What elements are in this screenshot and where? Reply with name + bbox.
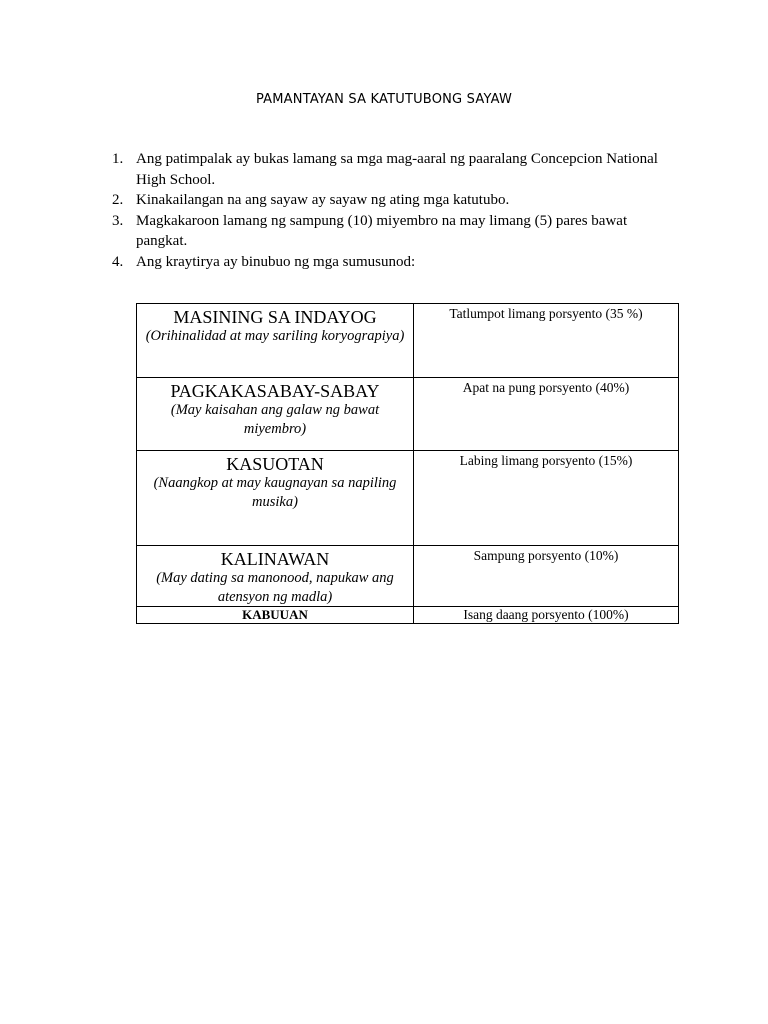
- criterion-cell: [137, 451, 414, 546]
- criterion-cell: [137, 304, 414, 378]
- percentage-cell: [414, 546, 679, 607]
- list-item-number: 4.: [112, 253, 124, 270]
- table-row: [137, 546, 679, 607]
- criterion-percentage: Labing limang porsyento (15%): [459, 453, 633, 468]
- table-row: [137, 304, 679, 378]
- list-item: [112, 211, 672, 252]
- criterion-description: (May dating sa manonood, napukaw ang atensyon ng madla): [156, 570, 394, 605]
- percentage-cell: [414, 451, 679, 546]
- criterion-description: (Orihinalidad at may sariling koryograpiya): [145, 328, 405, 344]
- list-item-text: Ang kraytirya ay binubuo ng mga sumusunod:: [136, 253, 416, 270]
- criterion-cell: [137, 546, 414, 607]
- criterion-name: PAGKAKASABAY-SABAY: [170, 381, 380, 401]
- criterion-percentage: Apat na pung porsyento (40%): [462, 380, 630, 395]
- list-item-number: 2.: [112, 192, 124, 208]
- criterion-cell: [137, 378, 414, 451]
- list-item-number: 1.: [112, 151, 124, 167]
- criterion-name: KALINAWAN: [220, 549, 330, 569]
- criterion-name: MASINING SA INDAYOG: [173, 307, 377, 327]
- list-item-number: 3.: [112, 212, 124, 229]
- total-label-cell: [137, 607, 414, 624]
- total-percentage: Isang daang porsyento (100%): [463, 607, 629, 622]
- rules-list: [112, 149, 672, 272]
- list-item-text: Kinakailangan na ang sayaw ay sayaw ng ating mga katutubo.: [136, 192, 510, 208]
- criterion-percentage: Sampung porsyento (10%): [473, 548, 619, 563]
- table-row: [137, 451, 679, 546]
- percentage-cell: [414, 378, 679, 451]
- total-percentage-cell: [414, 607, 679, 624]
- list-item: [112, 252, 672, 273]
- list-item: [112, 149, 672, 190]
- table-row: [137, 378, 679, 451]
- criterion-description: (May kaisahan ang galaw ng bawat miyembro): [170, 402, 380, 437]
- page-title: PAMANTAYAN SA KATUTUBONG SAYAW: [255, 92, 513, 107]
- list-item: [112, 190, 672, 211]
- total-label: KABUUAN: [242, 607, 308, 622]
- list-item-text: Magkakaroon lamang ng sampung (10) miyembro na may limang (5) pares bawat pangkat.: [136, 212, 628, 249]
- criterion-description: (Naangkop at may kaugnayan sa napiling musika): [153, 475, 397, 510]
- total-row: [137, 607, 679, 624]
- criteria-table: [136, 303, 679, 624]
- criterion-name: KASUOTAN: [226, 454, 324, 474]
- list-item-text: Ang patimpalak ay bukas lamang sa mga mag-aaral ng paaralang Concepcion National High School.: [136, 151, 658, 188]
- criterion-percentage: Tatlumpot limang porsyento (35 %): [449, 306, 643, 321]
- percentage-cell: [414, 304, 679, 378]
